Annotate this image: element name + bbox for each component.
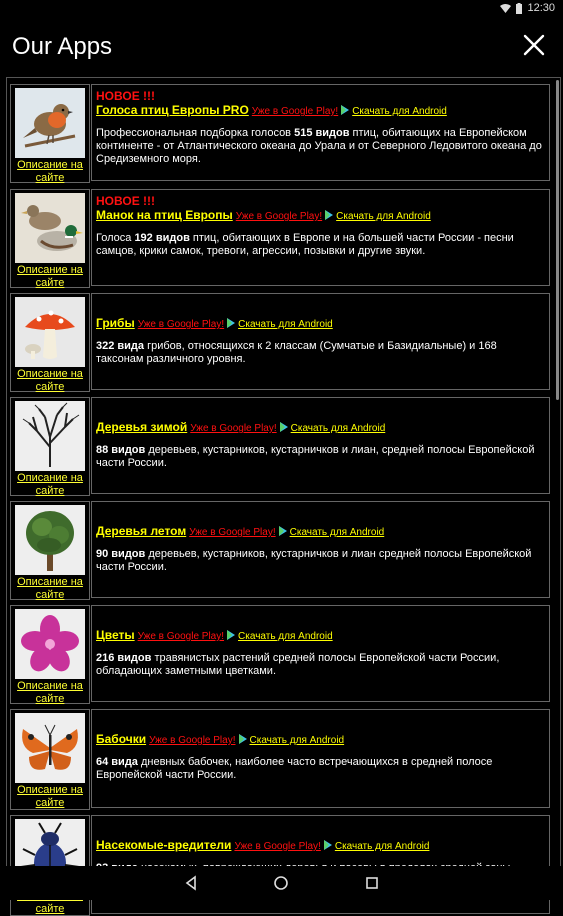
app-description [96, 652, 545, 678]
download-android-link[interactable]: Скачать для Android [289, 527, 385, 538]
site-description-link[interactable] [11, 368, 89, 394]
google-play-link[interactable]: Уже в Google Play! [149, 735, 236, 746]
site-link-line1: Описание на [17, 264, 83, 276]
site-description-link[interactable] [11, 264, 89, 290]
description-text: травянистых растений средней полосы Европейской части России, обладающих заметными цветками. [96, 652, 500, 677]
app-info-cell [91, 709, 550, 808]
leafy-tree-icon [15, 505, 85, 575]
site-link-line2: сайте [35, 172, 65, 184]
description-text: Профессиональная подборка голосов [96, 127, 295, 139]
download-android-link[interactable]: Скачать для Android [334, 841, 430, 852]
list-item [7, 186, 556, 287]
species-count: 216 видов [96, 652, 152, 664]
navigation-bar [0, 866, 563, 900]
download-android-link[interactable]: Скачать для Android [238, 319, 333, 330]
site-description-link[interactable] [11, 784, 89, 810]
description-text: деревьев, кустарников, кустарничков и лиан, средней полосы Европейской части России. [96, 444, 535, 469]
app-headline [96, 732, 545, 748]
species-count: 90 видов [96, 548, 146, 560]
download-android-link[interactable]: Скачать для Android [352, 106, 447, 117]
app-headline [96, 838, 545, 854]
app-thumbnail-cell [10, 397, 90, 496]
wifi-icon [500, 3, 511, 13]
play-store-icon [278, 525, 288, 535]
app-info-cell [91, 293, 550, 390]
status-bar [0, 0, 563, 18]
google-play-link[interactable]: Уже в Google Play! [190, 423, 277, 434]
recent-apps-icon[interactable] [364, 875, 380, 891]
site-link-line2: сайте [35, 277, 65, 289]
list-item [7, 81, 556, 182]
app-description [96, 756, 545, 782]
description-text: птиц, обитающих на Европейском континенте - от Атлантического океана до Урала и от Северного Ледовитого океана до Средиземного моря. [96, 127, 542, 165]
site-link-line2: сайте [35, 381, 65, 393]
species-count: 515 видов [294, 127, 350, 139]
play-store-icon [238, 733, 248, 743]
app-headline [96, 316, 545, 332]
list-item [7, 706, 556, 809]
google-play-link[interactable]: Уже в Google Play! [234, 841, 321, 852]
site-link-line2: сайте [35, 589, 65, 601]
app-headline [96, 420, 545, 436]
play-store-icon [323, 839, 333, 849]
site-link-line1: Описание на [17, 576, 83, 588]
list-item [7, 498, 556, 599]
app-info-cell [91, 84, 550, 181]
app-name-link[interactable]: Грибы [96, 316, 135, 330]
app-headline [96, 628, 545, 644]
site-link-line1: Описание на [17, 784, 83, 796]
app-thumbnail-cell [10, 501, 90, 600]
site-description-link[interactable] [11, 472, 89, 498]
google-play-link[interactable]: Уже в Google Play! [189, 527, 276, 538]
google-play-link[interactable]: Уже в Google Play! [137, 631, 225, 642]
battery-icon [516, 3, 522, 14]
new-badge: НОВОЕ !!! [96, 194, 156, 208]
download-android-link[interactable]: Скачать для Android [290, 423, 386, 434]
description-text: грибов, относящихся к 2 классам (Сумчатые и Базидиальные) и 168 таксонам различного уровня. [96, 340, 497, 365]
site-link-line1: Описание на [17, 368, 83, 380]
list-item [7, 602, 556, 703]
app-headline [96, 524, 545, 540]
play-store-icon [340, 104, 350, 114]
app-thumbnail-cell [10, 189, 90, 288]
download-android-link[interactable]: Скачать для Android [238, 631, 333, 642]
app-headline [96, 103, 545, 119]
site-link-line2: сайте [35, 903, 65, 915]
apps-list[interactable] [6, 77, 561, 915]
scrollbar[interactable] [556, 80, 559, 400]
species-count: 322 вида [96, 340, 145, 352]
site-link-line2: сайте [35, 693, 65, 705]
description-text: дневных бабочек, наиболее часто встречающихся в средней полосе Европейской части России. [96, 756, 493, 781]
site-description-link[interactable] [11, 576, 89, 602]
title-bar [0, 18, 563, 76]
app-info-cell [91, 397, 550, 494]
app-name-link[interactable]: Деревья зимой [96, 420, 188, 434]
app-description [96, 444, 545, 470]
play-store-icon [324, 209, 334, 219]
list-item [7, 394, 556, 495]
app-thumbnail-cell [10, 84, 90, 183]
site-link-line1: Описание на [17, 680, 83, 692]
app-description [96, 340, 545, 366]
app-headline [96, 208, 545, 224]
app-info-cell [91, 605, 550, 702]
description-text: птиц, обитающих в Европе и на большей части России - песни самцов, крики самок, тревоги, агрессии, позывки и другие звуки. [96, 232, 514, 257]
close-icon[interactable] [523, 34, 545, 56]
download-android-link[interactable]: Скачать для Android [336, 211, 431, 222]
app-name-link[interactable]: Цветы [96, 628, 135, 642]
bare-tree-icon [15, 401, 85, 471]
new-badge: НОВОЕ !!! [96, 89, 156, 103]
site-link-line1: Описание на [17, 159, 83, 171]
status-icons [500, 2, 555, 14]
site-link-line1: Описание на [17, 472, 83, 484]
site-description-link[interactable] [11, 680, 89, 706]
app-name-link[interactable]: Голоса птиц Европы PRO [96, 103, 249, 117]
list-item [7, 290, 556, 391]
status-time: 12:30 [527, 2, 555, 14]
mushroom-icon [15, 297, 85, 367]
google-play-link[interactable]: Уже в Google Play! [251, 106, 339, 117]
app-description [96, 548, 545, 574]
page-title: Our Apps [12, 33, 113, 60]
site-link-line2: сайте [35, 485, 65, 497]
species-count: 64 вида [96, 756, 138, 768]
app-thumbnail-cell [10, 605, 90, 704]
back-icon[interactable] [183, 875, 199, 891]
ducks-icon [15, 193, 85, 263]
app-name-link[interactable]: Манок на птиц Европы [96, 208, 233, 222]
play-store-icon [226, 629, 236, 639]
play-store-icon [226, 317, 236, 327]
species-count: 192 видов [134, 232, 190, 244]
pink-flower-icon [15, 609, 85, 679]
home-icon[interactable] [273, 875, 289, 891]
download-android-link[interactable]: Скачать для Android [249, 735, 345, 746]
butterfly-icon [15, 713, 85, 783]
play-store-icon [279, 421, 289, 431]
google-play-link[interactable]: Уже в Google Play! [235, 211, 323, 222]
app-thumbnail-cell [10, 293, 90, 392]
species-count: 88 видов [96, 444, 146, 456]
description-text: Голоса [96, 232, 135, 244]
description-text: деревьев, кустарников, кустарничков и лиан средней полосы Европейской части России. [96, 548, 532, 573]
app-info-cell [91, 501, 550, 598]
site-description-link[interactable] [11, 159, 89, 185]
app-info-cell [91, 189, 550, 286]
robin-bird-icon [15, 88, 85, 158]
app-description [96, 232, 545, 258]
app-name-link[interactable]: Бабочки [96, 732, 147, 746]
app-name-link[interactable]: Насекомые-вредители [96, 838, 232, 852]
app-thumbnail-cell [10, 709, 90, 810]
app-name-link[interactable]: Деревья летом [96, 524, 187, 538]
site-link-line2: сайте [35, 797, 65, 809]
google-play-link[interactable]: Уже в Google Play! [137, 319, 225, 330]
app-description [96, 127, 545, 166]
